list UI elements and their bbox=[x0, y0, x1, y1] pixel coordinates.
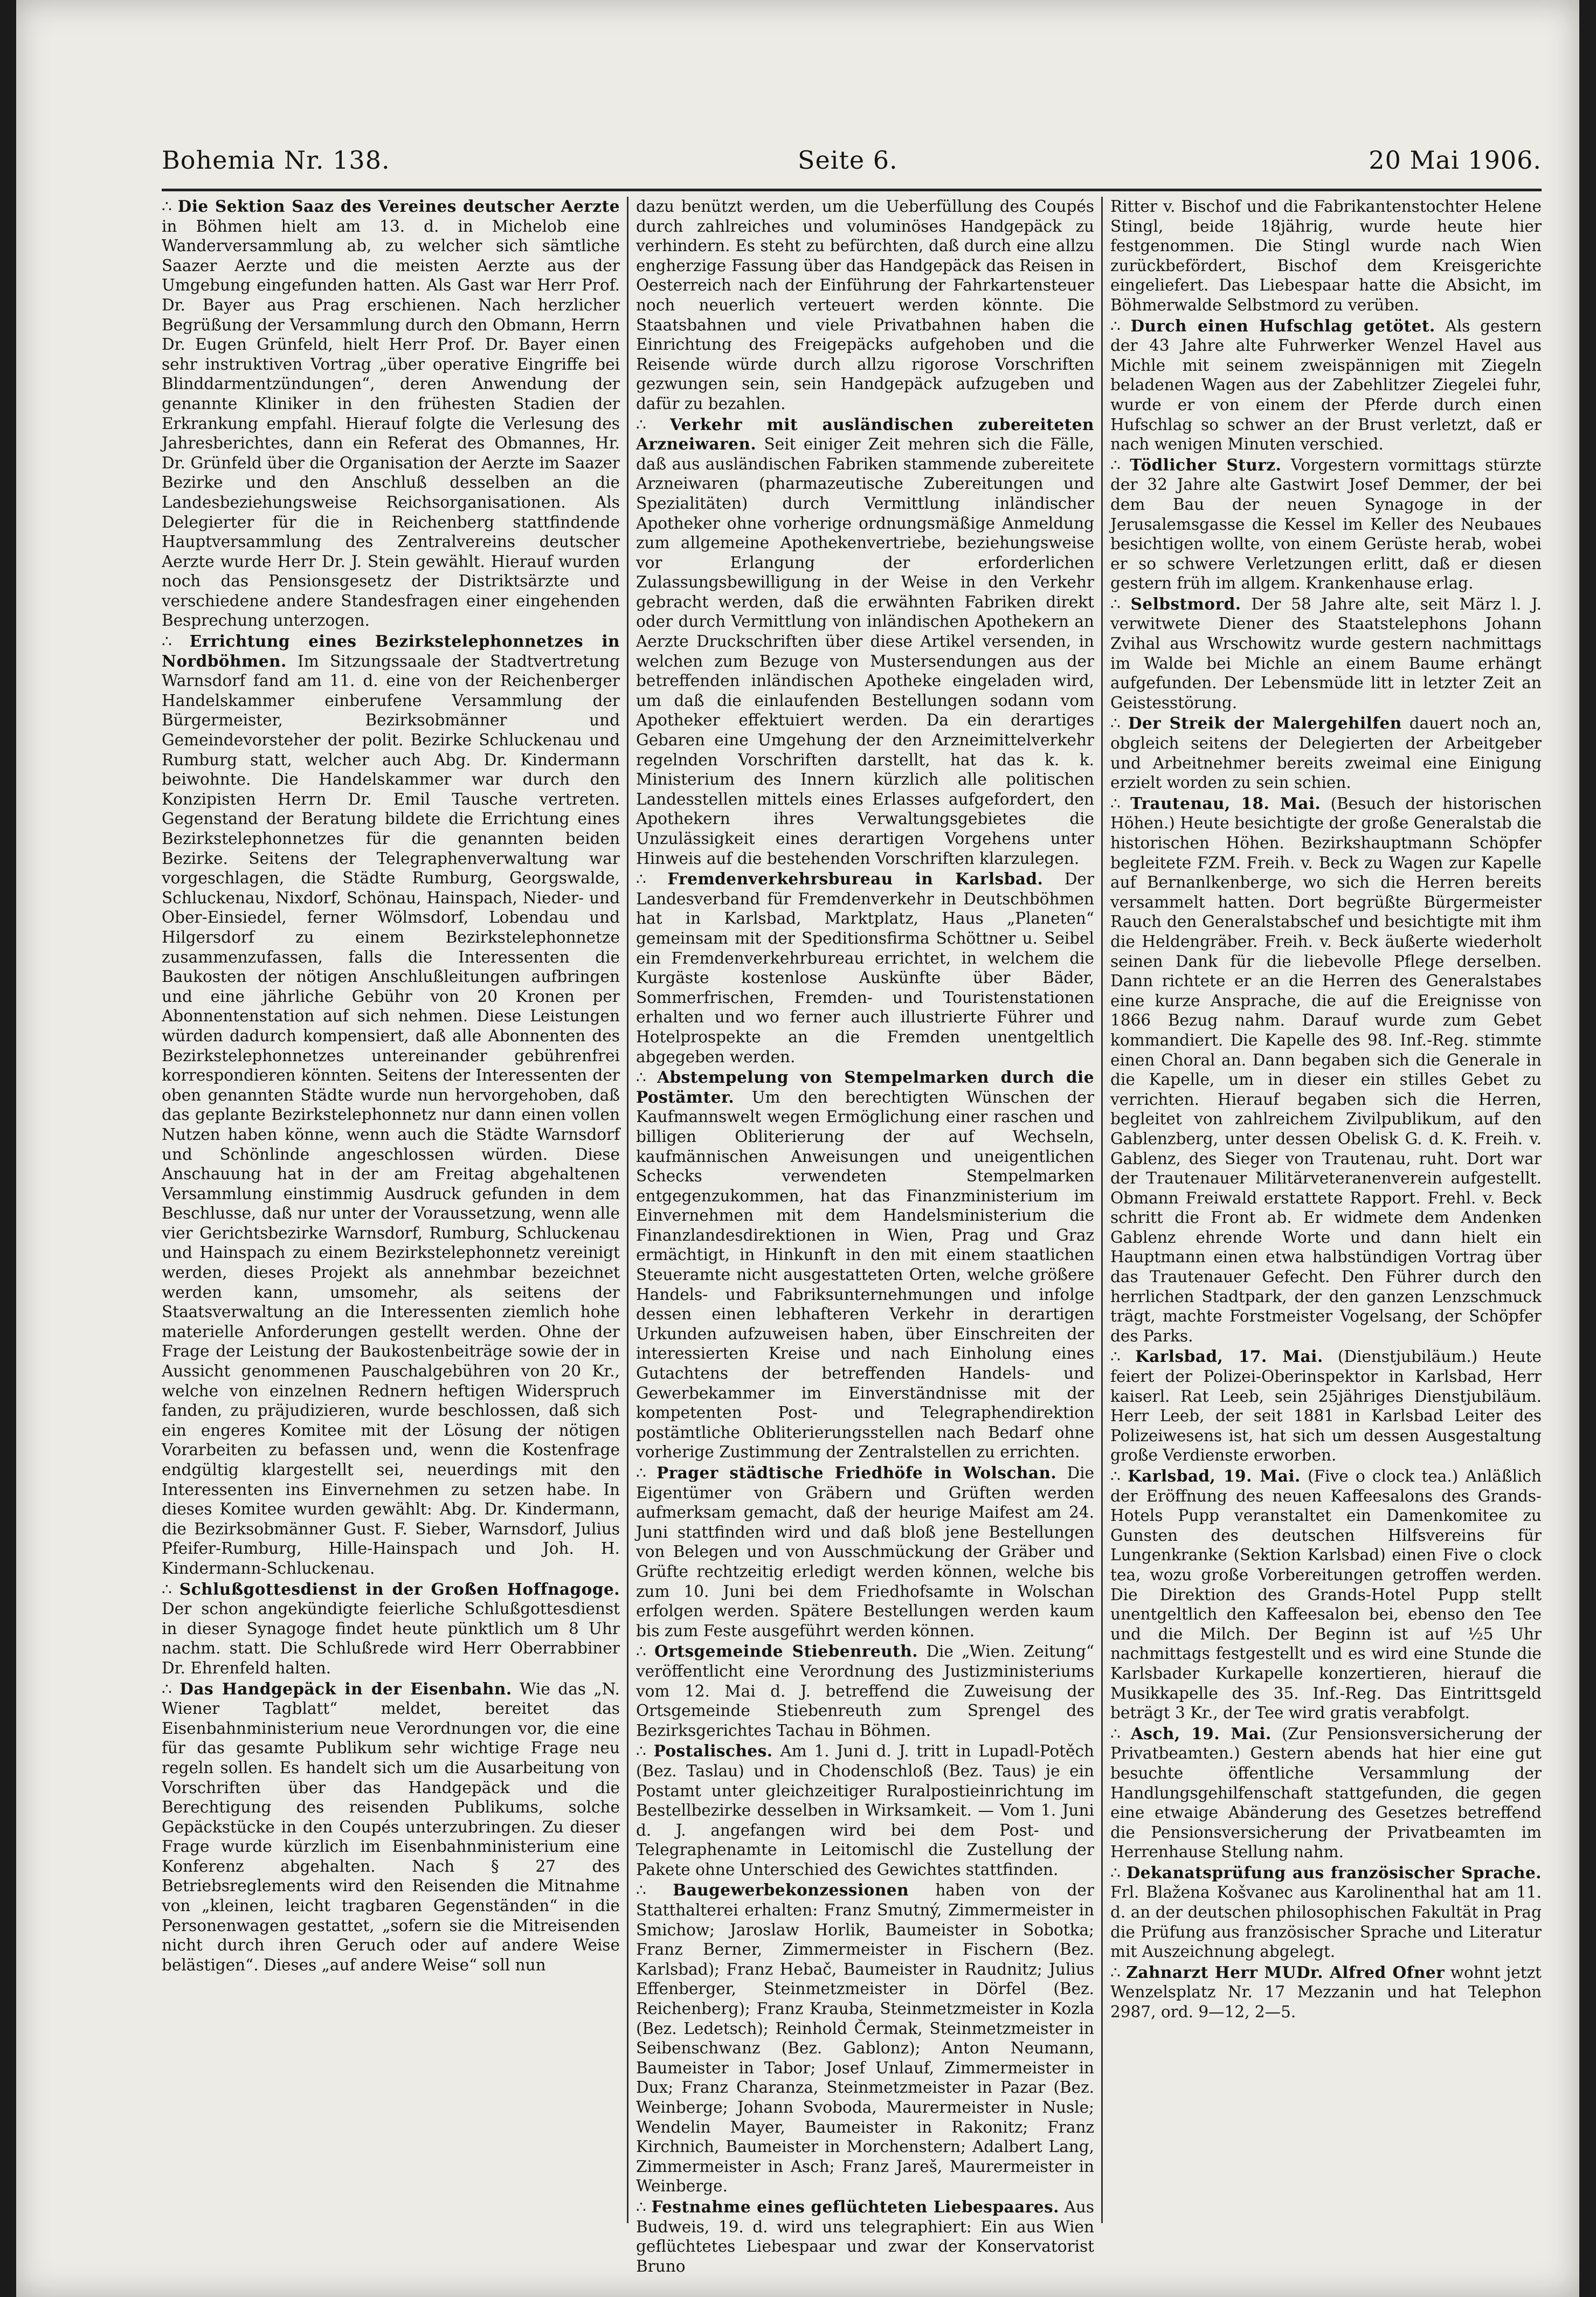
article-headline: Baugewerbekonzessionen bbox=[673, 1880, 909, 1900]
news-article bbox=[1110, 197, 1542, 315]
article-body: dazu benützt werden, um die Ueberfüllung des Coupés durch zahlreiches und voluminöses Handgepäck zu verhindern. Es steht zu befürchten, daß durch eine allzu engherzige Fassung über das Handgepäck das Reisen in Oesterreich nach der Einführung der Fahrkartensteuer noch neuerlich verteuert werden könnte. Die Staatsbahnen und viele Privatbahnen haben die Einrichtung des Freigepäcks aufgehoben und die Reisende würde durch allzu rigorose Vorschriften gezwungen sein, sein Handgepäck aufzugeben und dafür zu bezahlen. bbox=[636, 197, 1094, 413]
column-2 bbox=[636, 197, 1094, 2275]
article-body: in Böhmen hielt am 13. d. in Michelob eine Wanderversammlung ab, zu welcher sich sämtliche Saazer Aerzte und die meisten Aerzte aus der Umgebung eingefunden hatten. Als Gast war Herr Prof. Dr. Bayer aus Prag erschienen. Nach herzlicher Begrüßung der Versammlung durch den Obmann, Herrn Dr. Eugen Grünfeld, hielt Herr Prof. Dr. Bayer einen sehr instruktiven Vortrag „über operative Eingriffe bei Blinddarmentzündungen“, deren Anwendung der genannte Kliniker in den frühesten Stadien der Erkrankung empfahl. Hierauf folgte die Verlesung des Jahresberichtes, dann ein Referat des Obmannes, Hr. Dr. Grünfeld über die Organisation der Aerzte im Saazer Bezirke und den Anschluß desselben an die Landesbeziehungsweise Reichsorganisationen. Als Delegierter für die in Reichenberg stattfindende Hauptversammlung des Zentralvereins deutscher Aerzte wurde Herr Dr. J. Stein gewählt. Hierauf wurden noch das Pensionsgesetz der Distriktsärzte und verschiedene andere Standesfragen einer eingehenden Besprechung unterzogen. bbox=[162, 217, 620, 630]
article-body: Der schon angekündigte feierliche Schlußgottesdienst in dieser Synagoge findet heute pünktlich um 8 Uhr nachm. statt. Die Schlußrede wird Herr Oberrabbiner Dr. Ehrenfeld halten. bbox=[162, 1600, 620, 1677]
news-article: ∴ Ortsgemeinde Stiebenreuth. Die „Wien. Zeitung“ veröffentlicht eine Verordnung des Justizministeriums vom 12. Mai d. J. betreffend die Zuweisung der Ortsgemeinde Stiebenreuth zum Sprengel des Bezirksgerichtes Tachau in Böhmen. bbox=[636, 1642, 1094, 1740]
article-headline: Tödlicher Sturz. bbox=[1130, 455, 1282, 474]
article-body: Der 58 Jahre alte, seit März l. J. verwitwete Diener des Staatstelephons Johann Zvihal aus Wrschowitz wurde gestern nachmittags im Walde bei Michle an einem Baume erhängt aufgefunden. Der Lebensmüde litt in letzter Zeit an Geistesstörung. bbox=[1110, 594, 1542, 712]
article-headline: Die Sektion Saaz des Vereines deutscher Aerzte bbox=[177, 197, 620, 216]
column-divider bbox=[1101, 197, 1103, 2223]
article-headline: Karlsbad, 19. Mai. bbox=[1128, 1466, 1301, 1485]
article-body: Aus Budweis, 19. d. wird uns telegraphiert: Ein aus Wien geflüchtetes Liebespaar und zwar der Konservatorist Bruno bbox=[636, 2197, 1094, 2275]
article-body: Vorgestern vormittags stürzte der 32 Jahre alte Gastwirt Josef Demmer, der bei dem Bau der neuen Synagoge in der Jerusalemsgasse die Kessel im Keller des Neubaues besichtigen wollte, von einem Gerüste herab, wobei er so schwere Verletzungen erlitt, daß er diesen gestern früh im allgem. Krankenhause erlag. bbox=[1110, 455, 1542, 593]
news-article bbox=[636, 197, 1094, 414]
article-body: Im Sitzungssaale der Stadtvertretung Warnsdorf fand am 11. d. eine von der Reichenberger Handelskammer einberufene Versammlung der Bürgermeister, Bezirksobmänner und Gemeindevorsteher der polit. Bezirke Schluckenau und Rumburg statt, welcher auch Abg. Dr. Kindermann beiwohnte. Die Handelskammer war durch den Konzipisten Herrn Dr. Emil Tausche vertreten. Gegenstand der Beratung bildete die Errichtung eines Bezirkstelephonnetzes für die genannten beiden Bezirke. Seitens der Telegraphenverwaltung war vorgeschlagen, die Städte Rumburg, Georgswalde, Schluckenau, Nixdorf, Schönau, Hainspach, Nieder- und Ober-Einsiedel, ferner Wölmsdorf, Lobendau und Hilgersdorf zu einem Bezirkstelephonnetze zusammenzufassen, falls die Interessenten die Baukosten der nötigen Anschlußleitungen aufbringen und eine jährliche Gebühr von 20 Kronen per Abonnentenstation auf sich nehmen. Diese Leistungen würden dadurch kompensiert, daß alle Abonnenten des Bezirkstelephonnetzes untereinander gebührenfrei korrespondieren könnten. Seitens der Interessenten der oben genannten Städte wurde nun hervorgehoben, daß das geplante Bezirkstelephonnetz nur dann einen vollen Nutzen haben könne, wenn auch die Städte Warnsdorf und Schönlinde angeschlossen würden. Diese Anschauung hat in der am Freitag abgehaltenen Versammlung einstimmig Ausdruck gefunden in dem Beschlusse, daß nur unter der Voraussetzung, wenn alle vier Gerichtsbezirke Warnsdorf, Rumburg, Schluckenau und Hainspach zu einem Bezirkstelephonnetz vereinigt werden, dieses Projekt als annehmbar bezeichnet werden kann, umsomehr, als seitens der Staatsverwaltung an die Interessenten ziemlich hohe materielle Anforderungen gestellt werden. Ohne der Frage der Leistung der Baukostenbeiträge sowie der in Aussicht genommenen Pauschalgebühren von 20 Kr., welche von einzelnen Rednern heftigen Widerspruch fanden, zu präjudizieren, wurde beschlossen, daß sich ein engeres Komitee mit der Lösung der nötigen Vorarbeiten zu befassen und, wenn die Kostenfrage endgültig klargestellt sei, neuerdings mit den Interessenten ins Einvernehmen zu setzen habe. In dieses Komitee wurden gewählt: Abg. Dr. Kindermann, die Bezirksobmänner Gust. F. Sieber, Warnsdorf, Julius Pfeifer-Rumburg, Hille-Hainspach und Joh. H. Kindermann-Schluckenau. bbox=[162, 652, 620, 1578]
news-article: ∴ Postalisches. Am 1. Juni d. J. tritt in Lupadl-Potěch (Bez. Taslau) und in Chodenschloß (Bez. Taus) je ein Postamt unter gleichzeitiger Ruralpostieinrichtung im Bestellbezirke desselben in Wirksamkeit. — Vom 1. Juni d. J. angefangen wird bei dem Post- und Telegraphenamte in Leitomischl die Zustellung der Pakete ohne Unterschied des Gewichtes stattfinden. bbox=[636, 1741, 1094, 1879]
news-article: ∴ Errichtung eines Bezirkstelephonnetzes in Nordböhmen. Im Sitzungssaale der Stadtvertretung Warnsdorf fand am 11. d. eine von der Reichenberger Handelskammer einberufene Versammlung der Bürgermeister, Bezirksobmänner und Gemeindevorsteher der polit. Bezirke Schluckenau und Rumburg statt, welcher auch Abg. Dr. Kindermann beiwohnte. Die Handelskammer war durch den Konzipisten Herrn Dr. Emil Tausche vertreten. Gegenstand der Beratung bildete die Errichtung eines Bezirkstelephonnetzes für die genannten beiden Bezirke. Seitens der Telegraphenverwaltung war vorgeschlagen, die Städte Rumburg, Georgswalde, Schluckenau, Nixdorf, Schönau, Hainspach, Nieder- und Ober-Einsiedel, ferner Wölmsdorf, Lobendau und Hilgersdorf zu einem Bezirkstelephonnetze zusammenzufassen, falls die Interessenten die Baukosten der nötigen Anschlußleitungen aufbringen und eine jährliche Gebühr von 20 Kronen per Abonnentenstation auf sich nehmen. Diese Leistungen würden dadurch kompensiert, daß alle Abonnenten des Bezirkstelephonnetzes untereinander gebührenfrei korrespondieren könnten. Seitens der Interessenten der oben genannten Städte wurde nun hervorgehoben, daß das geplante Bezirkstelephonnetz nur dann einen vollen Nutzen haben könne, wenn auch die Städte Warnsdorf und Schönlinde angeschlossen würden. Diese Anschauung hat in der am Freitag abgehaltenen Versammlung einstimmig Ausdruck gefunden in dem Beschlusse, daß nur unter der Voraussetzung, wenn alle vier Gerichtsbezirke Warnsdorf, Rumburg, Schluckenau und Hainspach zu einem Bezirkstelephonnetz vereinigt werden, dieses Projekt als annehmbar bezeichnet werden kann, umsomehr, als seitens der Staatsverwaltung an die Interessenten ziemlich hohe materielle Anforderungen gestellt werden. Ohne der Frage der Leistung der Baukostenbeiträge sowie der in Aussicht genommenen Pauschalgebühren von 20 Kr., welche von einzelnen Rednern heftigen Widerspruch fanden, zu präjudizieren, wurde beschlossen, daß sich ein engeres Komitee mit der Lösung der nötigen Vorarbeiten zu befassen und, wenn die Kostenfrage endgültig klargestellt sei, neuerdings mit den Interessenten ins Einvernehmen zu setzen habe. In dieses Komitee wurden gewählt: Abg. Dr. Kindermann, die Bezirksobmänner Gust. F. Sieber, Warnsdorf, Julius Pfeifer-Rumburg, Hille-Hainspach und Joh. H. Kindermann-Schluckenau. bbox=[162, 632, 620, 1578]
column-1 bbox=[162, 197, 620, 2223]
news-article: ∴ Karlsbad, 19. Mai. (Five o clock tea.) Anläßlich der Eröffnung des neuen Kaffeesalons des Grands-Hotels Pupp veranstaltet ein Damenkomitee zu Gunsten des deutschen Hilfsvereins für Lungenkranke (Sektion Karlsbad) einen Five o clock tea, wozu große Vorbereitungen getroffen werden. Die Direktion des Grands-Hotel Pupp stellt unentgeltlich den Kaffeesalon bei, ebenso den Tee und die Milch. Der Beginn ist auf ½5 Uhr nachmittags festgestellt und es wird eine Stunde die Karlsbader Kurkapelle konzertieren, hierauf die Musikkapelle des 35. Inf.-Reg. Das Eintrittsgeld beträgt 3 Kr., der Tee wird gratis verabfolgt. bbox=[1110, 1466, 1542, 1722]
article-headline: Prager städtische Friedhöfe in Wolschan. bbox=[657, 1463, 1057, 1482]
news-article: ∴ Der Streik der Malergehilfen dauert noch an, obgleich seitens der Delegierten der Arbeitgeber und Arbeitnehmer bereits zweimal eine Einigung erzielt worden zu sein schien. bbox=[1110, 714, 1542, 792]
article-body: Um den berechtigten Wünschen der Kaufmannswelt wegen Ermöglichung einer raschen und billigen Obliterierung der auf Wechseln, kaufmännischen Anweisungen und uneigentlichen Schecks verwendeten Stempelmarken entgegenzukommen, hat das Finanzministerium im Einvernehmen mit dem Handelsministerium die Finanzlandesdirektionen in Wien, Prag und Graz ermächtigt, in Hinkunft in den mit einem staatlichen Steueramte nicht ausgestatteten Orten, welche größere Handels- und Fabriksunternehmungen und infolge dessen einen lebhafteren Verkehr in derartigen Urkunden aufzuweisen haben, über Einschreiten der interessierten Kreise und nach Einholung eines Gutachtens der betreffenden Handels- und Gewerbekammer im Einverständnisse mit der kompetenten Post- und Telegraphendirektion postämtliche Obliterierungsstellen nach Bedarf ohne vorherige Zustimmung der Zentralstellen zu errichten. bbox=[636, 1088, 1094, 1462]
article-body: dauert noch an, obgleich seitens der Delegierten der Arbeitgeber und Arbeitnehmer bereits zweimal eine Einigung erzielt worden zu sein schien. bbox=[1110, 714, 1542, 792]
column-divider bbox=[627, 197, 628, 2223]
article-body: Die „Wien. Zeitung“ veröffentlicht eine Verordnung des Justizministeriums vom 12. Mai d. J. betreffend die Zuweisung der Ortsgemeinde Stiebenreuth zum Sprengel des Bezirksgerichtes Tachau in Böhmen. bbox=[636, 1642, 1094, 1740]
news-article: ∴ Baugewerbekonzessionen haben von der Statthalterei erhalten: Franz Smutný, Zimmermeister in Smichow; Jaroslaw Horlik, Baumeister in Sobotka; Franz Berner, Zimmermeister in Fischern (Bez. Karlsbad); Franz Hebač, Baumeister in Raudnitz; Julius Effenberger, Steinmetzmeister in Dörfel (Bez. Reichenberg); Franz Krauba, Steinmetzmeister in Kozla (Bez. Ledetsch); Reinhold Čermak, Steinmetzmeister in Seibenschwanz (Bez. Gablonz); Anton Neumann, Baumeister in Tabor; Josef Unlauf, Zimmermeister in Dux; Franz Charanza, Steinmetzmeister in Pazar (Bez. Weinberge; Johann Svoboda, Maurermeister in Nusle; Wendelin Mayer, Baumeister in Rakonitz; Franz Kirchnich, Baumeister in Morchenstern; Adalbert Lang, Zimmermeister in Asch; Franz Jareš, Maurermeister in Weinberge. bbox=[636, 1880, 1094, 2196]
news-article: ∴ Durch einen Hufschlag getötet. Als gestern der 43 Jahre alte Fuhrwerker Wenzel Havel aus Michle mit seinem zweispännigen mit Ziegeln beladenen Wagen aus der Zabehlitzer Ziegelei fuhr, wurde er von einem der Pferde durch einen Hufschlag so schwer an der Brust verletzt, daß er nach wenigen Minuten verschied. bbox=[1110, 316, 1542, 454]
article-headline: Errichtung eines Bezirkstelephonnetzes in Nordböhmen. bbox=[162, 632, 620, 670]
article-body: (Zur Pensionsversicherung der Privatbeamten.) Gestern abends hat hier eine gut besuchte öffentliche Versammlung der Handlungsgehilfenschaft stattgefunden, die gegen eine etwaige Abänderung des Gesetzes betreffend die Pensionsversicherung der Privatbeamten im Herrenhause Stellung nahm. bbox=[1110, 1724, 1542, 1862]
article-headline: Karlsbad, 17. Mai. bbox=[1135, 1347, 1323, 1366]
article-headline: Postalisches. bbox=[653, 1741, 773, 1761]
article-body: Am 1. Juni d. J. tritt in Lupadl-Potěch (Bez. Taslau) und in Chodenschloß (Bez. Taus) je ein Postamt unter gleichzeitiger Ruralpostieinrichtung im Bestellbezirke desselben in Wirksamkeit. — Vom 1. Juni d. J. angefangen wird bei dem Post- und Telegraphenamte in Leitomischl die Zustellung der Pakete ohne Unterschied des Gewichtes stattfinden. bbox=[636, 1742, 1094, 1879]
article-body: wohnt jetzt Wenzelsplatz Nr. 17 Mezzanin und hat Telephon 2987, ord. 9—12, 2—5. bbox=[1110, 1963, 1542, 2022]
news-article: ∴ Die Sektion Saaz des Vereines deutscher Aerzte in Böhmen hielt am 13. d. in Michelob eine Wanderversammlung ab, zu welcher sich sämtliche Saazer Aerzte und die meisten Aerzte aus der Umgebung eingefunden hatten. Als Gast war Herr Prof. Dr. Bayer aus Prag erschienen. Nach herzlicher Begrüßung der Versammlung durch den Obmann, Herrn Dr. Eugen Grünfeld, hielt Herr Prof. Dr. Bayer einen sehr instruktiven Vortrag „über operative Eingriffe bei Blinddarmentzündungen“, deren Anwendung der genannte Kliniker in den frühesten Stadien der Erkrankung empfahl. Hierauf folgte die Verlesung des Jahresberichtes, dann ein Referat des Obmannes, Hr. Dr. Grünfeld über die Organisation der Aerzte im Saazer Bezirke und den Anschluß desselben an die Landesbeziehungsweise Reichsorganisationen. Als Delegierter für die in Reichenberg stattfindende Hauptversammlung des Zentralvereins deutscher Aerzte wurde Herr Dr. J. Stein gewählt. Hierauf wurden noch das Pensionsgesetz der Distriktsärzte und verschiedene andere Standesfragen einer eingehenden Besprechung unterzogen. bbox=[162, 197, 620, 630]
article-body: Frl. Blažena Košvanec aus Karolinenthal hat am 11. d. an der deutschen philosophischen Fakultät in Prag die Prüfung aus französischer Sprache und Literatur mit Auszeichnung abgelegt. bbox=[1110, 1883, 1542, 1961]
article-headline: Fremdenverkehrsbureau in Karlsbad. bbox=[667, 869, 1044, 889]
article-body: Wie das „N. Wiener Tagblatt“ meldet, bereitet das Eisenbahnministerium neue Verordnungen vor, die eine für das gesamte Publikum sehr wichtige Frage neu regeln sollen. Es handelt sich um die Ausarbeitung von Vorschriften über das Handgepäck und die Berechtigung des reisenden Publikums, solche Gepäckstücke in den Coupés unterzubringen. Zu dieser Frage wurde kürzlich im Eisenbahnministerium eine Konferenz abgehalten. Nach § 27 des Betriebsreglements wird den Reisenden die Mitnahme von „kleinen, leicht tragbaren Gegenständen“ in die Personenwagen gestattet, „sofern sie die Mitreisenden nicht durch ihren Geruch oder auf andere Weise belästigen“. Dieses „auf andere Weise“ soll nun bbox=[162, 1679, 620, 1974]
article-headline: Ortsgemeinde Stiebenreuth. bbox=[654, 1642, 918, 1661]
news-article: ∴ Tödlicher Sturz. Vorgestern vormittags stürzte der 32 Jahre alte Gastwirt Josef Demmer, der bei dem Bau der neuen Synagoge in der Jerusalemsgasse die Kessel im Keller des Neubaues besichtigen wollte, von einem Gerüste herab, wobei er so schwere Verletzungen erlitt, daß er diesen gestern früh im allgem. Krankenhause erlag. bbox=[1110, 455, 1542, 593]
article-headline: Verkehr mit ausländischen zubereiteten Arzneiwaren. bbox=[636, 414, 1094, 454]
article-headline: Abstempelung von Stempelmarken durch die Postämter. bbox=[636, 1068, 1094, 1106]
article-headline: Dekanatsprüfung aus französischer Sprache. bbox=[1126, 1863, 1542, 1882]
article-body: haben von der Statthalterei erhalten: Franz Smutný, Zimmermeister in Smichow; Jaroslaw Horlik, Baumeister in Sobotka; Franz Berner, Zimmermeister in Fischern (Bez. Karlsbad); Franz Hebač, Baumeister in Raudnitz; Julius Effenberger, Steinmetzmeister in Dörfel (Bez. Reichenberg); Franz Krauba, Steinmetzmeister in Kozla (Bez. Ledetsch); Reinhold Čermak, Steinmetzmeister in Seibenschwanz (Bez. Gablonz); Anton Neumann, Baumeister in Tabor; Josef Unlauf, Zimmermeister in Dux; Franz Charanza, Steinmetzmeister in Pazar (Bez. Weinberge; Johann Svoboda, Maurermeister in Nusle; Wendelin Mayer, Baumeister in Rakonitz; Franz Kirchnich, Baumeister in Morchenstern; Adalbert Lang, Zimmermeister in Asch; Franz Jareš, Maurermeister in Weinberge. bbox=[636, 1881, 1094, 2196]
header-rule bbox=[162, 189, 1542, 191]
article-body: Der Landesverband für Fremdenverkehr in Deutschböhmen hat in Karlsbad, Marktplatz, Haus „Planeten“ gemeinsam mit der Speditionsfirma Schöttner u. Seibel ein Fremdenverkehrbureau errichtet, in welchem die Kurgäste kostenlose Auskünfte über Bäder, Sommerfrischen, Fremden- und Touristenstationen erhalten und wo ferner auch illustrierte Führer und Hotelprospekte an die Fremden unentgeltlich abgegeben werden. bbox=[636, 870, 1094, 1066]
article-body: (Dienstjubiläum.) Heute feiert der Polizei-Oberinspektor in Karlsbad, Herr kaiserl. Rat Leeb, sein 25jähriges Dienstjubiläum. Herr Leeb, der seit 1881 in Karlsbad Leiter des Polizeiwesens ist, hat sich um dessen Ausgestaltung große Verdienste erworben. bbox=[1110, 1347, 1542, 1465]
news-article: ∴ Karlsbad, 17. Mai. (Dienstjubiläum.) Heute feiert der Polizei-Oberinspektor in Karlsbad, Herr kaiserl. Rat Leeb, sein 25jähriges Dienstjubiläum. Herr Leeb, der seit 1881 in Karlsbad Leiter des Polizeiwesens ist, hat sich um dessen Ausgestaltung große Verdienste erworben. bbox=[1110, 1347, 1542, 1465]
news-article: ∴ Abstempelung von Stempelmarken durch die Postämter. Um den berechtigten Wünschen der Kaufmannswelt wegen Ermöglichung einer raschen und billigen Obliterierung der auf Wechseln, kaufmännischen Anweisungen und uneigentlichen Schecks verwendeten Stempelmarken entgegenzukommen, hat das Finanzministerium im Einvernehmen mit dem Handelsministerium die Finanzlandesdirektionen in Wien, Prag und Graz ermächtigt, in Hinkunft in den mit einem staatlichen Steueramte nicht ausgestatteten Orten, welche größere Handels- und Fabriksunternehmungen und infolge dessen einen lebhafteren Verkehr in derartigen Urkunden aufzuweisen haben, über Einschreiten der interessierten Kreise und nach Einholung eines Gutachtens der betreffenden Handels- und Gewerbekammer im Einverständnisse mit der kompetenten Post- und Telegraphendirektion postämtliche Obliterierungsstellen nach Bedarf ohne vorherige Zustimmung der Zentralstellen zu errichten. bbox=[636, 1068, 1094, 1462]
news-article: ∴ Selbstmord. Der 58 Jahre alte, seit März l. J. verwitwete Diener des Staatstelephons Johann Zvihal aus Wrschowitz wurde gestern nachmittags im Walde bei Michle an einem Baume erhängt aufgefunden. Der Lebensmüde litt in letzter Zeit an Geistesstörung. bbox=[1110, 594, 1542, 712]
article-headline: Schlußgottesdienst in der Großen Hoffnagoge. bbox=[179, 1579, 620, 1599]
article-body: (Five o clock tea.) Anläßlich der Eröffnung des neuen Kaffeesalons des Grands-Hotels Pupp veranstaltet ein Damenkomitee zu Gunsten des deutschen Hilfsvereins für Lungenkranke (Sektion Karlsbad) einen Five o clock tea, wozu große Vorbereitungen getroffen werden. Die Direktion des Grands-Hotel Pupp stellt unentgeltlich den Kaffeesalon bei, ebenso den Tee und die Milch. Der Beginn ist auf ½5 Uhr nachmittags festgestellt und es wird eine Stunde die Karlsbader Kurkapelle konzertieren, hierauf die Musikkapelle des 35. Inf.-Reg. Das Eintrittsgeld beträgt 3 Kr., der Tee wird gratis verabfolgt. bbox=[1110, 1467, 1542, 1722]
news-article: ∴ Trautenau, 18. Mai. (Besuch der historischen Höhen.) Heute besichtigte der große Generalstab die historischen Höhen. Bezirkshauptmann Schöpfer begleitete FZM. Freih. v. Beck zu Wagen zur Kapelle auf Bernanlkenberge, wo sich die Herren bereits versammelt hatten. Dort begrüßte Bürgermeister Rauch den Generalstabschef und besichtigte mit ihm die Heldengräber. Freih. v. Beck äußerte wiederholt seinen Dank für die liebevolle Pflege derselben. Dann richtete er an die Herren des Generalstabes eine kurze Ansprache, die auf die Ereignisse von 1866 Bezug nahm. Darauf wurde zum Gebet kommandiert. Die Kapelle des 98. Inf.-Reg. stimmte einen Choral an. Dann begaben sich die Generale in die Kapelle, um in dieser ein stilles Gebet zu verrichten. Hierauf begaben sich die Herren, begleitet von zahlreichem Zivilpublikum, auf den Gablenzberg, unter dessen Obelisk G. d. K. Freih. v. Gablenz, des Sieger von Trautenau, ruht. Dort war der Trautenauer Militärveteranenverein aufgestellt. Obmann Freiwald erstattete Rapport. Frehl. v. Beck schritt die Front ab. Er widmete dem Andenken Gablenz ehrende Worte und dann hielt ein Hauptmann einen etwa halbstündigen Vortrag über das Trautenauer Gefecht. Den Führer durch den herrlichen Stadtpark, der den ganzen Lenzschmuck trägt, machte Forstmeister Vogelsang, der Schöpfer des Parks. bbox=[1110, 793, 1542, 1345]
header-date: 20 Mai 1906. bbox=[1369, 146, 1542, 175]
article-headline: Festnahme eines geflüchteten Liebespaares. bbox=[651, 2197, 1059, 2216]
article-body: (Besuch der historischen Höhen.) Heute besichtigte der große Generalstab die historischen Höhen. Bezirkshauptmann Schöpfer begleitete FZM. Freih. v. Beck zu Wagen zur Kapelle auf Bernanlkenberge, wo sich die Herren bereits versammelt hatten. Dort begrüßte Bürgermeister Rauch den Generalstabschef und besichtigte mit ihm die Heldengräber. Freih. v. Beck äußerte wiederholt seinen Dank für die liebevolle Pflege derselben. Dann richtete er an die Herren des Generalstabes eine kurze Ansprache, die auf die Ereignisse von 1866 Bezug nahm. Darauf wurde zum Gebet kommandiert. Die Kapelle des 98. Inf.-Reg. stimmte einen Choral an. Dann begaben sich die Generale in die Kapelle, um in dieser ein stilles Gebet zu verrichten. Hierauf begaben sich die Herren, begleitet von zahlreichem Zivilpublikum, auf den Gablenzberg, unter dessen Obelisk G. d. K. Freih. v. Gablenz, des Sieger von Trautenau, ruht. Dort war der Trautenauer Militärveteranenverein aufgestellt. Obmann Freiwald erstattete Rapport. Frehl. v. Beck schritt die Front ab. Er widmete dem Andenken Gablenz ehrende Worte und dann hielt ein Hauptmann einen etwa halbstündigen Vortrag über das Trautenauer Gefecht. Den Führer durch den herrlichen Stadtpark, der den ganzen Lenzschmuck trägt, machte Forstmeister Vogelsang, der Schöpfer des Parks. bbox=[1110, 794, 1542, 1345]
article-body: Ritter v. Bischof und die Fabrikantenstochter Helene Stingl, beide 18jährig, wurde heute hier festgenommen. Die Stingl wurde nach Wien zurückbefördert, Bischof dem Kreisgerichte eingeliefert. Das Liebespaar hatte die Absicht, im Böhmerwalde Selbstmord zu verüben. bbox=[1110, 197, 1542, 314]
article-headline: Selbstmord. bbox=[1130, 594, 1241, 613]
news-article: ∴ Schlußgottesdienst in der Großen Hoffnagoge. Der schon angekündigte feierliche Schlußgottesdienst in dieser Synagoge findet heute pünktlich um 8 Uhr nachm. statt. Die Schlußrede wird Herr Oberrabbiner Dr. Ehrenfeld halten. bbox=[162, 1579, 620, 1677]
article-headline: Zahnarzt Herr MUDr. Alfred Ofner bbox=[1126, 1962, 1445, 1982]
header-page-number: Seite 6. bbox=[798, 146, 898, 175]
news-article: ∴ Verkehr mit ausländischen zubereiteten Arzneiwaren. Seit einiger Zeit mehren sich die Fälle, daß aus ausländischen Fabriken stammende zubereitete Arzneiwaren (pharmazeutische Zubereitungen und Spezialitäten) durch Vermittlung inländischer Apotheker ohne vorherige ordnungsmäßige Anmeldung zum allgemeine Apothekenvertriebe, beziehungsweise vor Erlangung der erforderlichen Zulassungsbewilligung in der Weise in den Verkehr gebracht werden, daß die erwähnten Fabriken direkt oder durch Vermittlung von inländischen Apothekern an Aerzte Druckschriften über diese Artikel versenden, in welchen zum Bezuge von Mustersendungen aus der betreffenden inländischen Apotheke eingeladen wird, um daß die einlaufenden Bestellungen sodann vom Apotheker effektuiert werden. Da ein derartiges Gebaren eine Umgehung der den Arzneimittelverkehr regelnden Vorschriften darstellt, hat das k. k. Ministerium des Innern kürzlich alle politischen Landesstellen mittels eines Erlasses aufgefordert, den Apothekern ihres Verwaltungsgebietes die Unzulässigkeit eines derartigen Vorgehens unter Hinweis auf die bestehenden Vorschriften klarzulegen. bbox=[636, 414, 1094, 868]
header-paper-issue: Bohemia Nr. 138. bbox=[162, 146, 390, 175]
news-article: ∴ Festnahme eines geflüchteten Liebespaares. Aus Budweis, 19. d. wird uns telegraphiert: Ein aus Wien geflüchtetes Liebespaar und zwar der Konservatorist Bruno bbox=[636, 2197, 1094, 2275]
article-body: Die Eigentümer von Gräbern und Grüften werden aufmerksam gemacht, daß der heurige Maifest am 24. Juni stattfinden wird und daß bloß jene Bestellungen von Belegen und von Ausschmückung der Gräber und Grüfte rechtzeitig erledigt werden können, welche bis zum 10. Juni bei dem Friedhofsamte in Wolschan erfolgen werden. Spätere Bestellungen werden kaum bis zum Feste ausgeführt werden können. bbox=[636, 1464, 1094, 1640]
news-article: ∴ Dekanatsprüfung aus französischer Sprache. Frl. Blažena Košvanec aus Karolinenthal hat am 11. d. an der deutschen philosophischen Fakultät in Prag die Prüfung aus französischer Sprache und Literatur mit Auszeichnung abgelegt. bbox=[1110, 1863, 1542, 1961]
news-article: ∴ Zahnarzt Herr MUDr. Alfred Ofner wohnt jetzt Wenzelsplatz Nr. 17 Mezzanin und hat Telephon 2987, ord. 9—12, 2—5. bbox=[1110, 1962, 1542, 2022]
article-headline: Asch, 19. Mai. bbox=[1130, 1724, 1272, 1743]
article-headline: Das Handgepäck in der Eisenbahn. bbox=[179, 1679, 512, 1698]
article-headline: Trautenau, 18. Mai. bbox=[1130, 793, 1321, 813]
news-article: ∴ Das Handgepäck in der Eisenbahn. Wie das „N. Wiener Tagblatt“ meldet, bereitet das Eisenbahnministerium neue Verordnungen vor, die eine für das gesamte Publikum sehr wichtige Frage neu regeln sollen. Es handelt sich um die Ausarbeitung von Vorschriften über das Handgepäck und die Berechtigung des reisenden Publikums, solche Gepäckstücke in den Coupés unterzubringen. Zu dieser Frage wurde kürzlich im Eisenbahnministerium eine Konferenz abgehalten. Nach § 27 des Betriebsreglements wird den Reisenden die Mitnahme von „kleinen, leicht tragbaren Gegenständen“ in die Personenwagen gestattet, „sofern sie die Mitreisenden nicht durch ihren Geruch oder auf andere Weise belästigen“. Dieses „auf andere Weise“ soll nun bbox=[162, 1679, 620, 1974]
article-headline: Durch einen Hufschlag getötet. bbox=[1130, 316, 1435, 335]
news-article: ∴ Asch, 19. Mai. (Zur Pensionsversicherung der Privatbeamten.) Gestern abends hat hier eine gut besuchte öffentliche Versammlung der Handlungsgehilfenschaft stattgefunden, die gegen eine etwaige Abänderung des Gesetzes betreffend die Pensionsversicherung der Privatbeamten im Herrenhause Stellung nahm. bbox=[1110, 1724, 1542, 1862]
page-header bbox=[162, 146, 1542, 183]
column-3 bbox=[1110, 197, 1542, 2223]
news-article: ∴ Fremdenverkehrsbureau in Karlsbad. Der Landesverband für Fremdenverkehr in Deutschböhmen hat in Karlsbad, Marktplatz, Haus „Planeten“ gemeinsam mit der Speditionsfirma Schöttner u. Seibel ein Fremdenverkehrbureau errichtet, in welchem die Kurgäste kostenlose Auskünfte über Bäder, Sommerfrischen, Fremden- und Touristenstationen erhalten und wo ferner auch illustrierte Führer und Hotelprospekte an die Fremden unentgeltlich abgegeben werden. bbox=[636, 869, 1094, 1066]
article-headline: Der Streik der Malergehilfen bbox=[1128, 714, 1402, 733]
article-body: Seit einiger Zeit mehren sich die Fälle, daß aus ausländischen Fabriken stammende zubereitete Arzneiwaren (pharmazeutische Zubereitungen und Spezialitäten) durch Vermittlung inländischer Apotheker ohne vorherige ordnungsmäßige Anmeldung zum allgemeine Apothekenvertriebe, beziehungsweise vor Erlangung der erforderlichen Zulassungsbewilligung in der Weise in den Verkehr gebracht werden, daß die erwähnten Fabriken direkt oder durch Vermittlung von inländischen Apothekern an Aerzte Druckschriften über diese Artikel versenden, in welchen zum Bezuge von Mustersendungen aus der betreffenden inländischen Apotheke eingeladen wird, um daß die einlaufenden Bestellungen sodann vom Apotheker effektuiert werden. Da ein derartiges Gebaren eine Umgehung der den Arzneimittelverkehr regelnden Vorschriften darstellt, hat das k. k. Ministerium des Innern kürzlich alle politischen Landesstellen mittels eines Erlasses aufgefordert, den Apothekern ihres Verwaltungsgebietes die Unzulässigkeit eines derartigen Vorgehens unter Hinweis auf die bestehenden Vorschriften klarzulegen. bbox=[636, 435, 1094, 868]
news-article: ∴ Prager städtische Friedhöfe in Wolschan. Die Eigentümer von Gräbern und Grüften werden aufmerksam gemacht, daß der heurige Maifest am 24. Juni stattfinden wird und daß bloß jene Bestellungen von Belegen und von Ausschmückung der Gräber und Grüfte rechtzeitig erledigt werden können, welche bis zum 10. Juni bei dem Friedhofsamte in Wolschan erfolgen werden. Spätere Bestellungen werden kaum bis zum Feste ausgeführt werden können. bbox=[636, 1463, 1094, 1640]
article-body: Als gestern der 43 Jahre alte Fuhrwerker Wenzel Havel aus Michle mit seinem zweispännigen mit Ziegeln beladenen Wagen aus der Zabehlitzer Ziegelei fuhr, wurde er von einem der Pferde durch einen Hufschlag so schwer an der Brust verletzt, daß er nach wenigen Minuten verschied. bbox=[1110, 316, 1542, 454]
